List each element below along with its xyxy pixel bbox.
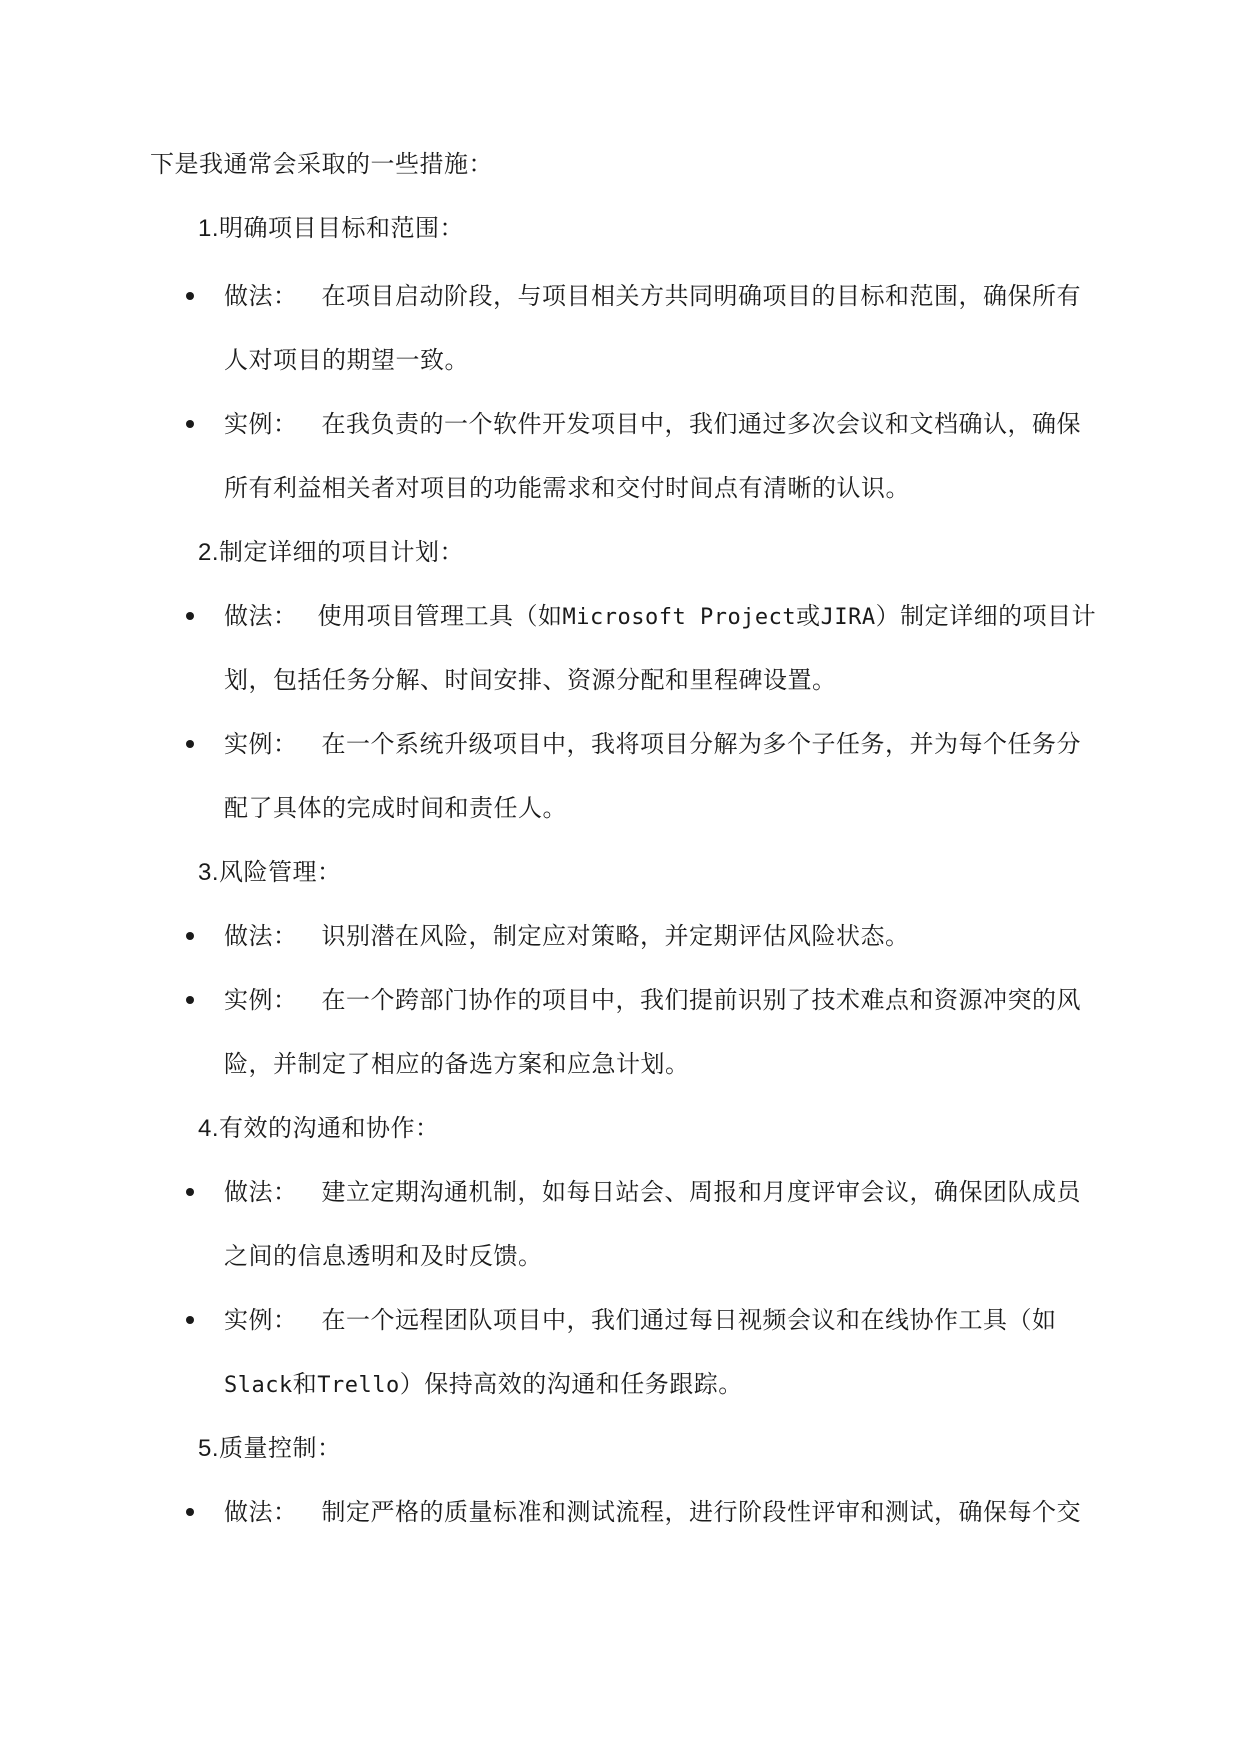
item-label: 做法： — [224, 1178, 298, 1206]
list-item-continuation: 险，并制定了相应的备选方案和应急计划。 — [224, 1050, 690, 1078]
list-item-continuation: 划，包括任务分解、时间安排、资源分配和里程碑设置。 — [224, 666, 837, 694]
item-label: 实例： — [224, 410, 298, 438]
section-number: 3. — [198, 859, 220, 886]
list-item — [224, 600, 1096, 634]
item-text: ）制定详细的项目计 — [875, 602, 1097, 630]
item-label: 做法： — [224, 1498, 298, 1526]
section-title: 有效的沟通和协作： — [219, 1114, 440, 1142]
bullet-icon — [186, 1188, 194, 1196]
section-heading-4 — [198, 1112, 440, 1145]
item-text-mono: Trello — [317, 1373, 400, 1398]
section-number: 1. — [198, 215, 220, 242]
list-item-continuation: 配了具体的完成时间和责任人。 — [224, 794, 567, 822]
item-text: 在一个远程团队项目中，我们通过每日视频会议和在线协作工具（如 — [321, 1306, 1057, 1334]
intro-text: 下是我通常会采取的一些措施： — [150, 150, 493, 178]
item-text-mono: JIRA — [820, 605, 876, 630]
item-text: 在项目启动阶段，与项目相关方共同明确项目的目标和范围，确保所有 — [321, 282, 1081, 310]
bullet-icon — [186, 1508, 194, 1516]
list-item-continuation: 之间的信息透明和及时反馈。 — [224, 1242, 543, 1270]
item-label: 实例： — [224, 986, 298, 1014]
section-number: 5. — [198, 1435, 220, 1462]
item-text: 制定严格的质量标准和测试流程，进行阶段性评审和测试，确保每个交 — [321, 1498, 1081, 1526]
list-item — [224, 1496, 1081, 1528]
item-text: 使用项目管理工具（如 — [317, 602, 563, 630]
item-text: 或 — [796, 602, 821, 630]
section-heading-3 — [198, 856, 342, 889]
bullet-icon — [186, 612, 194, 620]
section-heading-1 — [198, 212, 464, 245]
section-title: 质量控制： — [219, 1434, 342, 1462]
item-text: 和 — [292, 1370, 318, 1398]
item-text: ）保持高效的沟通和任务跟踪。 — [399, 1370, 743, 1398]
item-label: 实例： — [224, 1306, 298, 1334]
item-label: 做法： — [224, 282, 298, 310]
section-number: 4. — [198, 1115, 220, 1142]
section-number: 2. — [198, 539, 220, 566]
bullet-icon — [186, 740, 194, 748]
section-title: 明确项目目标和范围： — [219, 214, 465, 242]
list-item-continuation: 人对项目的期望一致。 — [224, 346, 469, 374]
item-text: 识别潜在风险，制定应对策略，并定期评估风险状态。 — [321, 922, 910, 950]
item-text-mono: Microsoft Project — [562, 605, 797, 630]
item-text: 在一个系统升级项目中，我将项目分解为多个子任务，并为每个任务分 — [321, 730, 1081, 758]
item-label: 做法： — [224, 602, 298, 630]
section-heading-2 — [198, 536, 464, 569]
item-label: 实例： — [224, 730, 298, 758]
bullet-icon — [186, 292, 194, 300]
list-item — [224, 408, 1081, 440]
item-text: 建立定期沟通机制，如每日站会、周报和月度评审会议，确保团队成员 — [321, 1178, 1081, 1206]
list-item-continuation — [224, 1368, 743, 1402]
bullet-icon — [186, 996, 194, 1004]
list-item — [224, 984, 1081, 1016]
section-heading-5 — [198, 1432, 342, 1465]
section-title: 风险管理： — [219, 858, 342, 886]
list-item — [224, 1176, 1081, 1208]
item-label: 做法： — [224, 922, 298, 950]
item-text-mono: Slack — [224, 1373, 293, 1398]
section-title: 制定详细的项目计划： — [219, 538, 465, 566]
bullet-icon — [186, 1316, 194, 1324]
item-text: 在我负责的一个软件开发项目中，我们通过多次会议和文档确认，确保 — [321, 410, 1081, 438]
list-item — [224, 728, 1081, 760]
list-item — [224, 280, 1081, 312]
list-item — [224, 920, 910, 952]
bullet-icon — [186, 420, 194, 428]
item-text: 在一个跨部门协作的项目中，我们提前识别了技术难点和资源冲突的风 — [321, 986, 1081, 1014]
list-item — [224, 1304, 1057, 1336]
list-item-continuation: 所有利益相关者对项目的功能需求和交付时间点有清晰的认识。 — [224, 474, 910, 502]
bullet-icon — [186, 932, 194, 940]
